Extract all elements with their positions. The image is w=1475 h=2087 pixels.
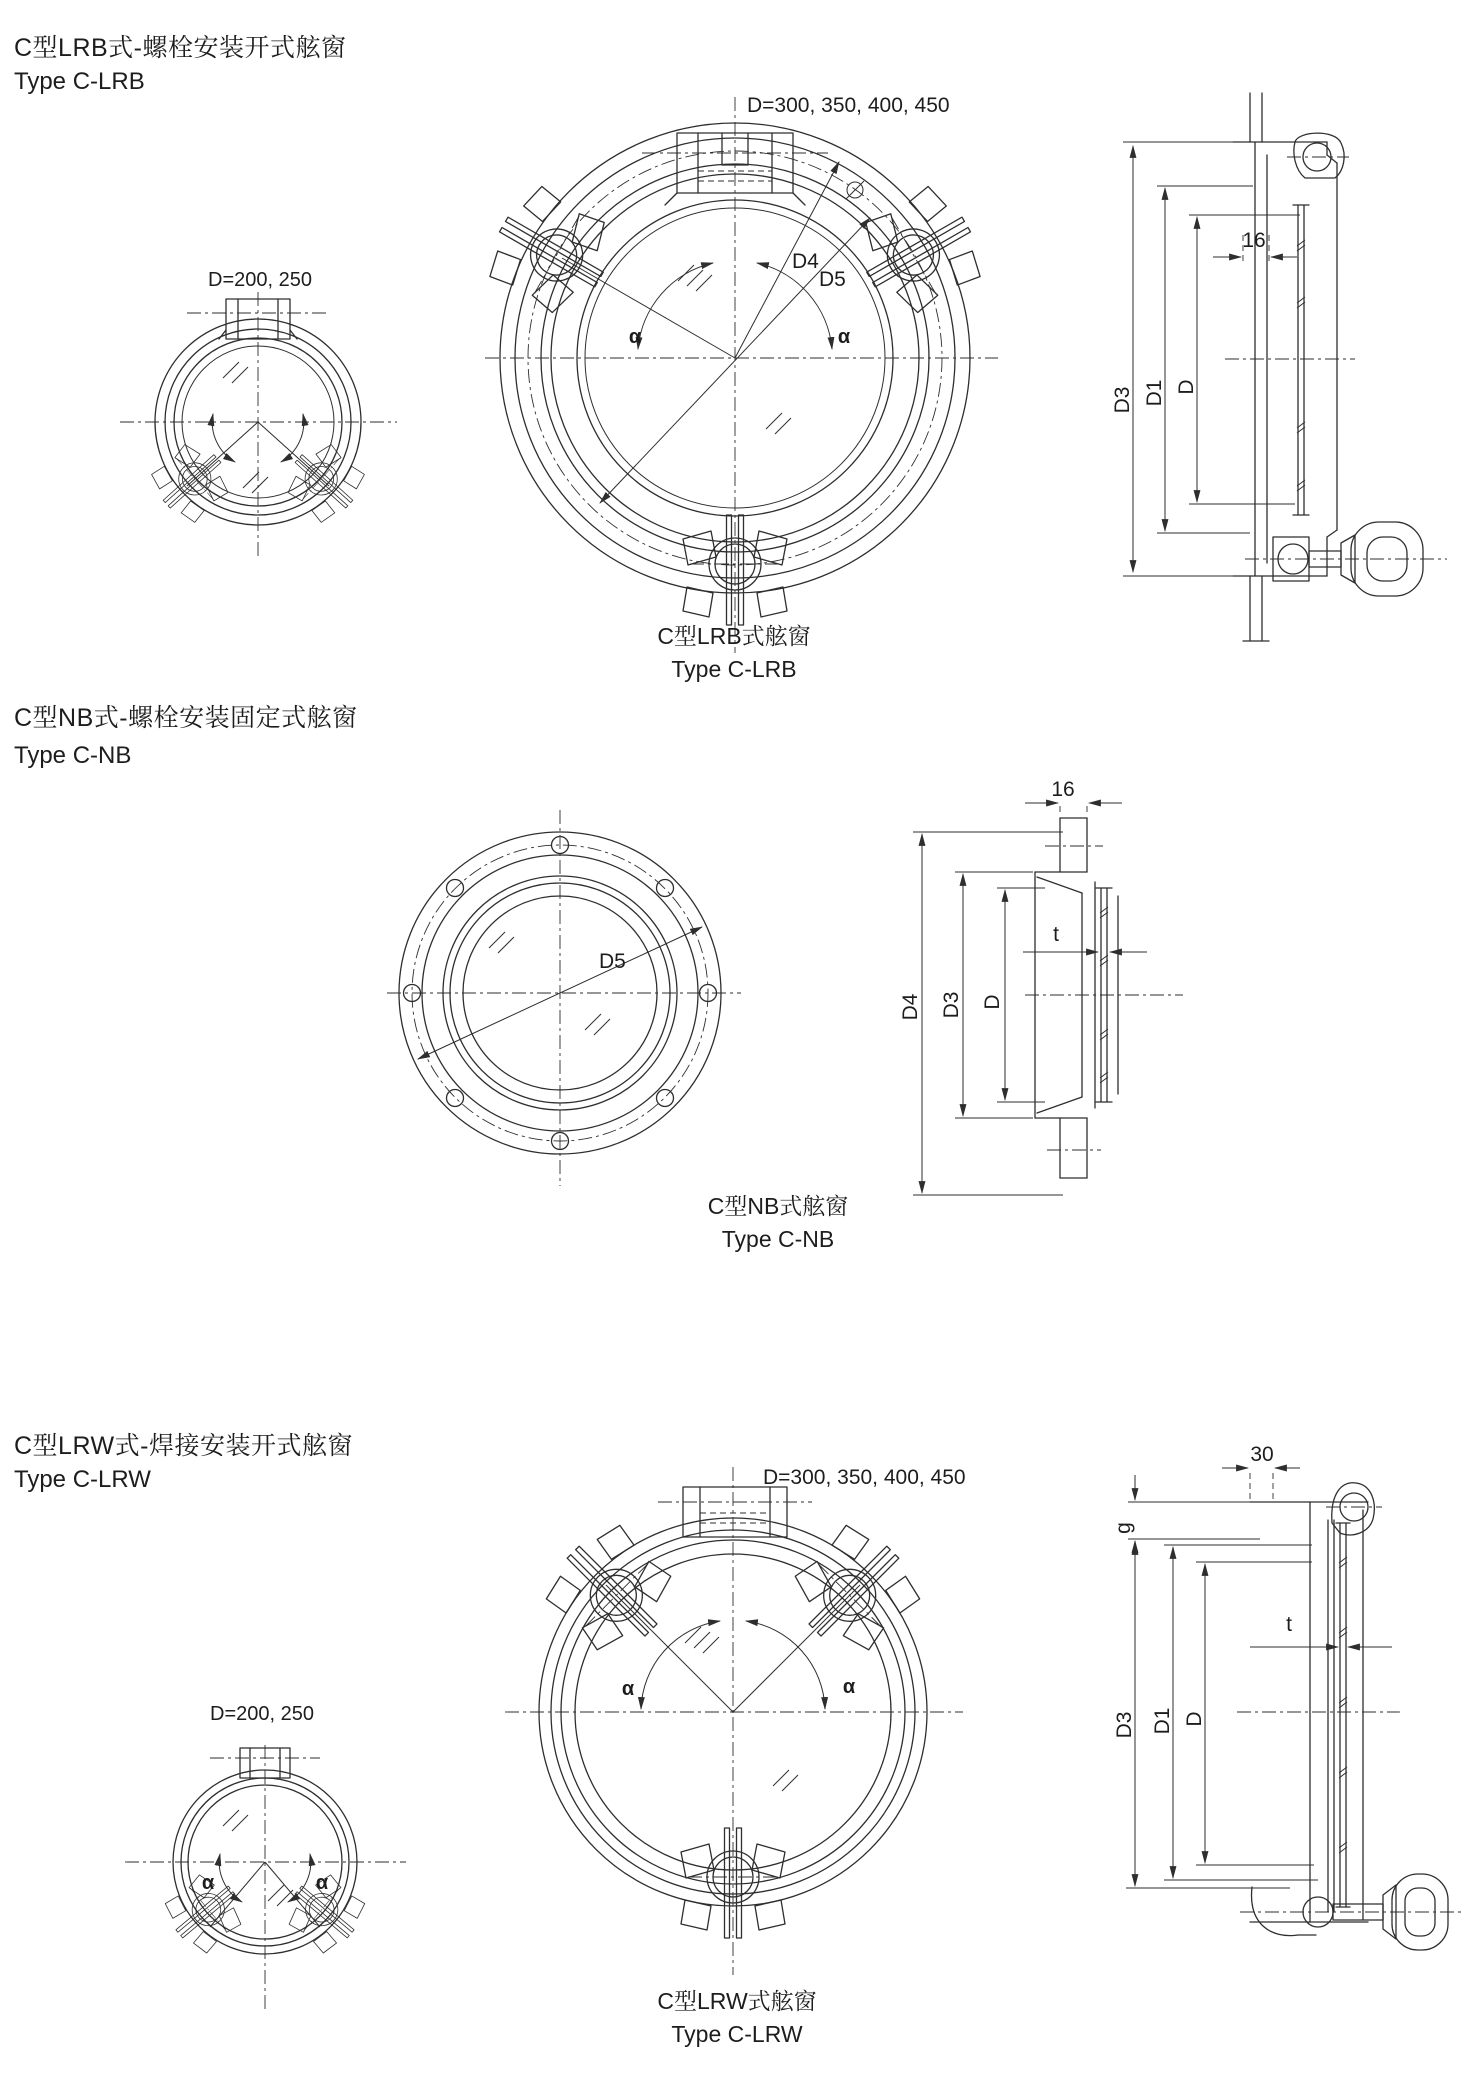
dim-label-30: 30 [1250,1443,1274,1466]
diameter-note: D=300, 350, 400, 450 [763,1466,966,1489]
alpha-label: α [837,326,851,348]
alpha-label: α [201,1872,215,1894]
lrb-small-front-view [95,250,425,600]
dim-d [1196,1562,1314,1865]
caption-zh: C型NB式舷窗 [707,1193,849,1219]
caption-en: Type C-NB [721,1226,835,1252]
diameter-note: D=200, 250 [210,1703,314,1725]
swing-bolt-clamp [478,179,625,324]
dim-g [1128,1475,1315,1564]
glass-hatching [685,1627,798,1791]
alpha-label: α [842,1676,856,1698]
swing-bolt-clamp [845,179,992,324]
figure-caption [657,1985,816,2051]
figure-caption [708,1190,849,1256]
section-title-en: Type C-NB [14,742,132,769]
dim-label-d5: D5 [599,950,626,973]
dim-30 [1222,1468,1300,1502]
dim-d1 [1157,186,1253,533]
dim-label-d: D [981,994,1004,1010]
dim-label-t: t [1286,1613,1292,1636]
figure-caption [657,620,810,686]
glass-hatching [223,1810,293,1906]
dim-label-d3: D3 [1111,386,1134,414]
alpha-label: α [621,1678,635,1700]
dim-label-16: 16 [1242,229,1266,252]
centerlines [120,292,397,558]
swing-bolt [1245,522,1447,596]
glass-hatching [678,265,791,434]
lrw-front-view [495,1455,975,1985]
dim-d4 [913,832,1063,1195]
caption-en: Type C-LRW [671,2021,803,2047]
dim-16 [1025,803,1122,816]
dim-label-g: g [1112,1522,1135,1534]
lrb-front-view [470,65,1010,665]
lrw-small-front-view [110,1690,420,2020]
diameter-note: D=300, 350, 400, 450 [747,94,950,117]
centerlines [505,1467,963,1975]
swing-bolt [1240,1874,1462,1950]
glass-hatching [489,932,610,1035]
dim-label-d3: D3 [940,991,963,1019]
dim-label-t: t [1053,923,1059,946]
section-title-en: Type C-LRW [14,1466,151,1493]
alpha-label: α [315,1872,329,1894]
dim-label-d1: D1 [1143,379,1166,407]
caption-zh: C型LRW式舷窗 [657,1988,817,2014]
glass-hatching [223,362,268,493]
dim-label-d4: D4 [792,250,819,273]
nb-front-view [385,800,745,1200]
dim-label-d1: D1 [1151,1707,1174,1735]
dim-label-d3: D3 [1113,1711,1136,1739]
lrw-section-view [1100,1425,1475,2025]
frame-profile [1250,1502,1368,1936]
glass-pane [1293,205,1309,515]
caption-en: Type C-LRB [671,656,797,682]
nb-section-view [885,770,1205,1200]
dim-label-d4: D4 [899,993,922,1021]
dim-d [1189,215,1300,504]
glass-pane [1336,1523,1350,1907]
section-title-zh: C型LRW式-焊接安装开式舷窗 [14,1432,353,1460]
dim-label-16: 16 [1051,778,1075,801]
centerlines [387,810,741,1186]
dim-label-d: D [1183,1711,1206,1727]
lrb-section-view [1095,85,1475,705]
section-title-en: Type C-LRB [14,68,145,95]
section-title-zh: C型NB式-螺栓安装固定式舷窗 [14,704,358,732]
section-title-zh: C型LRB式-螺栓安装开式舷窗 [14,34,347,62]
diameter-note: D=200, 250 [208,269,312,291]
dim-label-d5: D5 [819,268,846,291]
dim-label-d: D [1175,379,1198,395]
hinge [642,133,828,205]
centerlines [485,97,998,653]
diameter-symbol [846,181,864,199]
caption-zh: C型LRB式舷窗 [657,623,811,649]
alpha-label: α [628,326,642,348]
hinge-knuckle [1287,133,1349,178]
